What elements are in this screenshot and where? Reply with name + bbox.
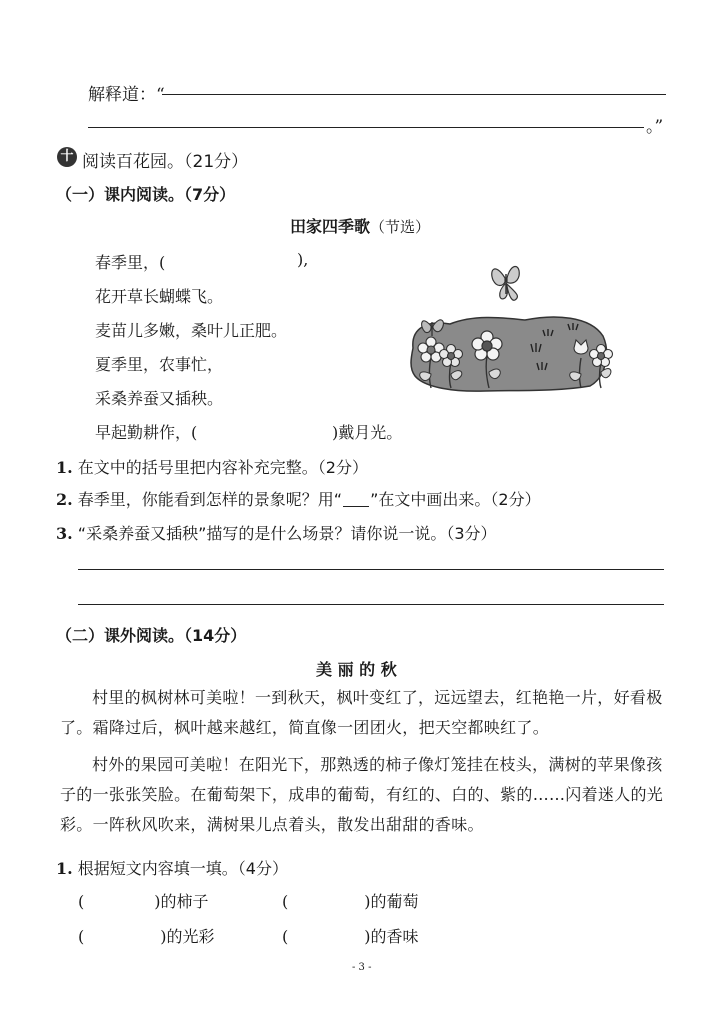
question-3: 3. “采桑养蚕又插秧”描写的是什么场景？请你说一说。（3分） xyxy=(56,524,497,543)
poem-subtitle: （节选） xyxy=(370,218,431,236)
poem-line: ), xyxy=(297,250,309,269)
fill-blank[interactable]: ( )的葡萄 xyxy=(282,892,419,911)
underline-mark-example xyxy=(343,492,369,507)
poem-line: 夏季里，农事忙， xyxy=(95,355,224,374)
answer-line[interactable] xyxy=(78,604,664,605)
poem-line: 花开草长蝴蝶飞。 xyxy=(95,287,224,306)
explain-label: 解释道：“ xyxy=(88,85,165,105)
poem-line: 采桑养蚕又插秧。 xyxy=(95,389,224,408)
section-title: 阅读百花园。（21分） xyxy=(82,152,249,172)
garden-illustration xyxy=(405,258,615,398)
fill-blank[interactable]: ( )的香味 xyxy=(282,927,419,946)
part2-question-1: 1. 根据短文内容填一填。（4分） xyxy=(56,859,288,878)
question-2: 2. 春季里，你能看到怎样的景象呢？用“ ”在文中画出来。（2分） xyxy=(56,490,541,509)
answer-line[interactable] xyxy=(162,94,666,95)
article-paragraph: 村里的枫树林可美啦！一到秋天，枫叶变红了，远远望去，红艳艳一片，好看极了。霜降过后，枫叶越来越红，简直像一团团火，把天空都映红了。 xyxy=(60,688,663,737)
poem-line: )戴月光。 xyxy=(332,423,403,442)
article-paragraph: 村外的果园可美啦！在阳光下，那熟透的柿子像灯笼挂在枝头，满树的苹果像孩子的一张张笑脸。在葡萄架下，成串的葡萄，有红的、白的、紫的……闪着迷人的光彩。一阵秋风吹来，满树果儿点着头，散发出甜甜的香味。 xyxy=(60,755,664,834)
poem-title: 田家四季歌 xyxy=(290,217,371,236)
answer-line[interactable] xyxy=(88,127,644,128)
part2-heading: （二）课外阅读。（14分） xyxy=(56,626,247,645)
fill-blank[interactable]: ( )的柿子 xyxy=(78,892,209,911)
poem-line: 早起勤耕作，( xyxy=(95,423,198,442)
poem-line: 麦苗儿多嫩，桑叶儿正肥。 xyxy=(95,321,288,340)
section-number-badge: 十 xyxy=(57,147,77,167)
part1-heading: （一）课内阅读。（7分） xyxy=(56,185,236,204)
butterfly-icon xyxy=(492,267,520,301)
answer-line[interactable] xyxy=(78,569,664,570)
article-title: 美 丽 的 秋 xyxy=(316,660,397,679)
explain-end: 。” xyxy=(646,117,664,137)
poem-line: 春季里，( xyxy=(95,253,166,272)
question-1: 1. 在文中的括号里把内容补充完整。（2分） xyxy=(56,458,368,477)
page-number: - 3 - xyxy=(352,962,372,973)
fill-blank[interactable]: ( )的光彩 xyxy=(78,927,215,946)
